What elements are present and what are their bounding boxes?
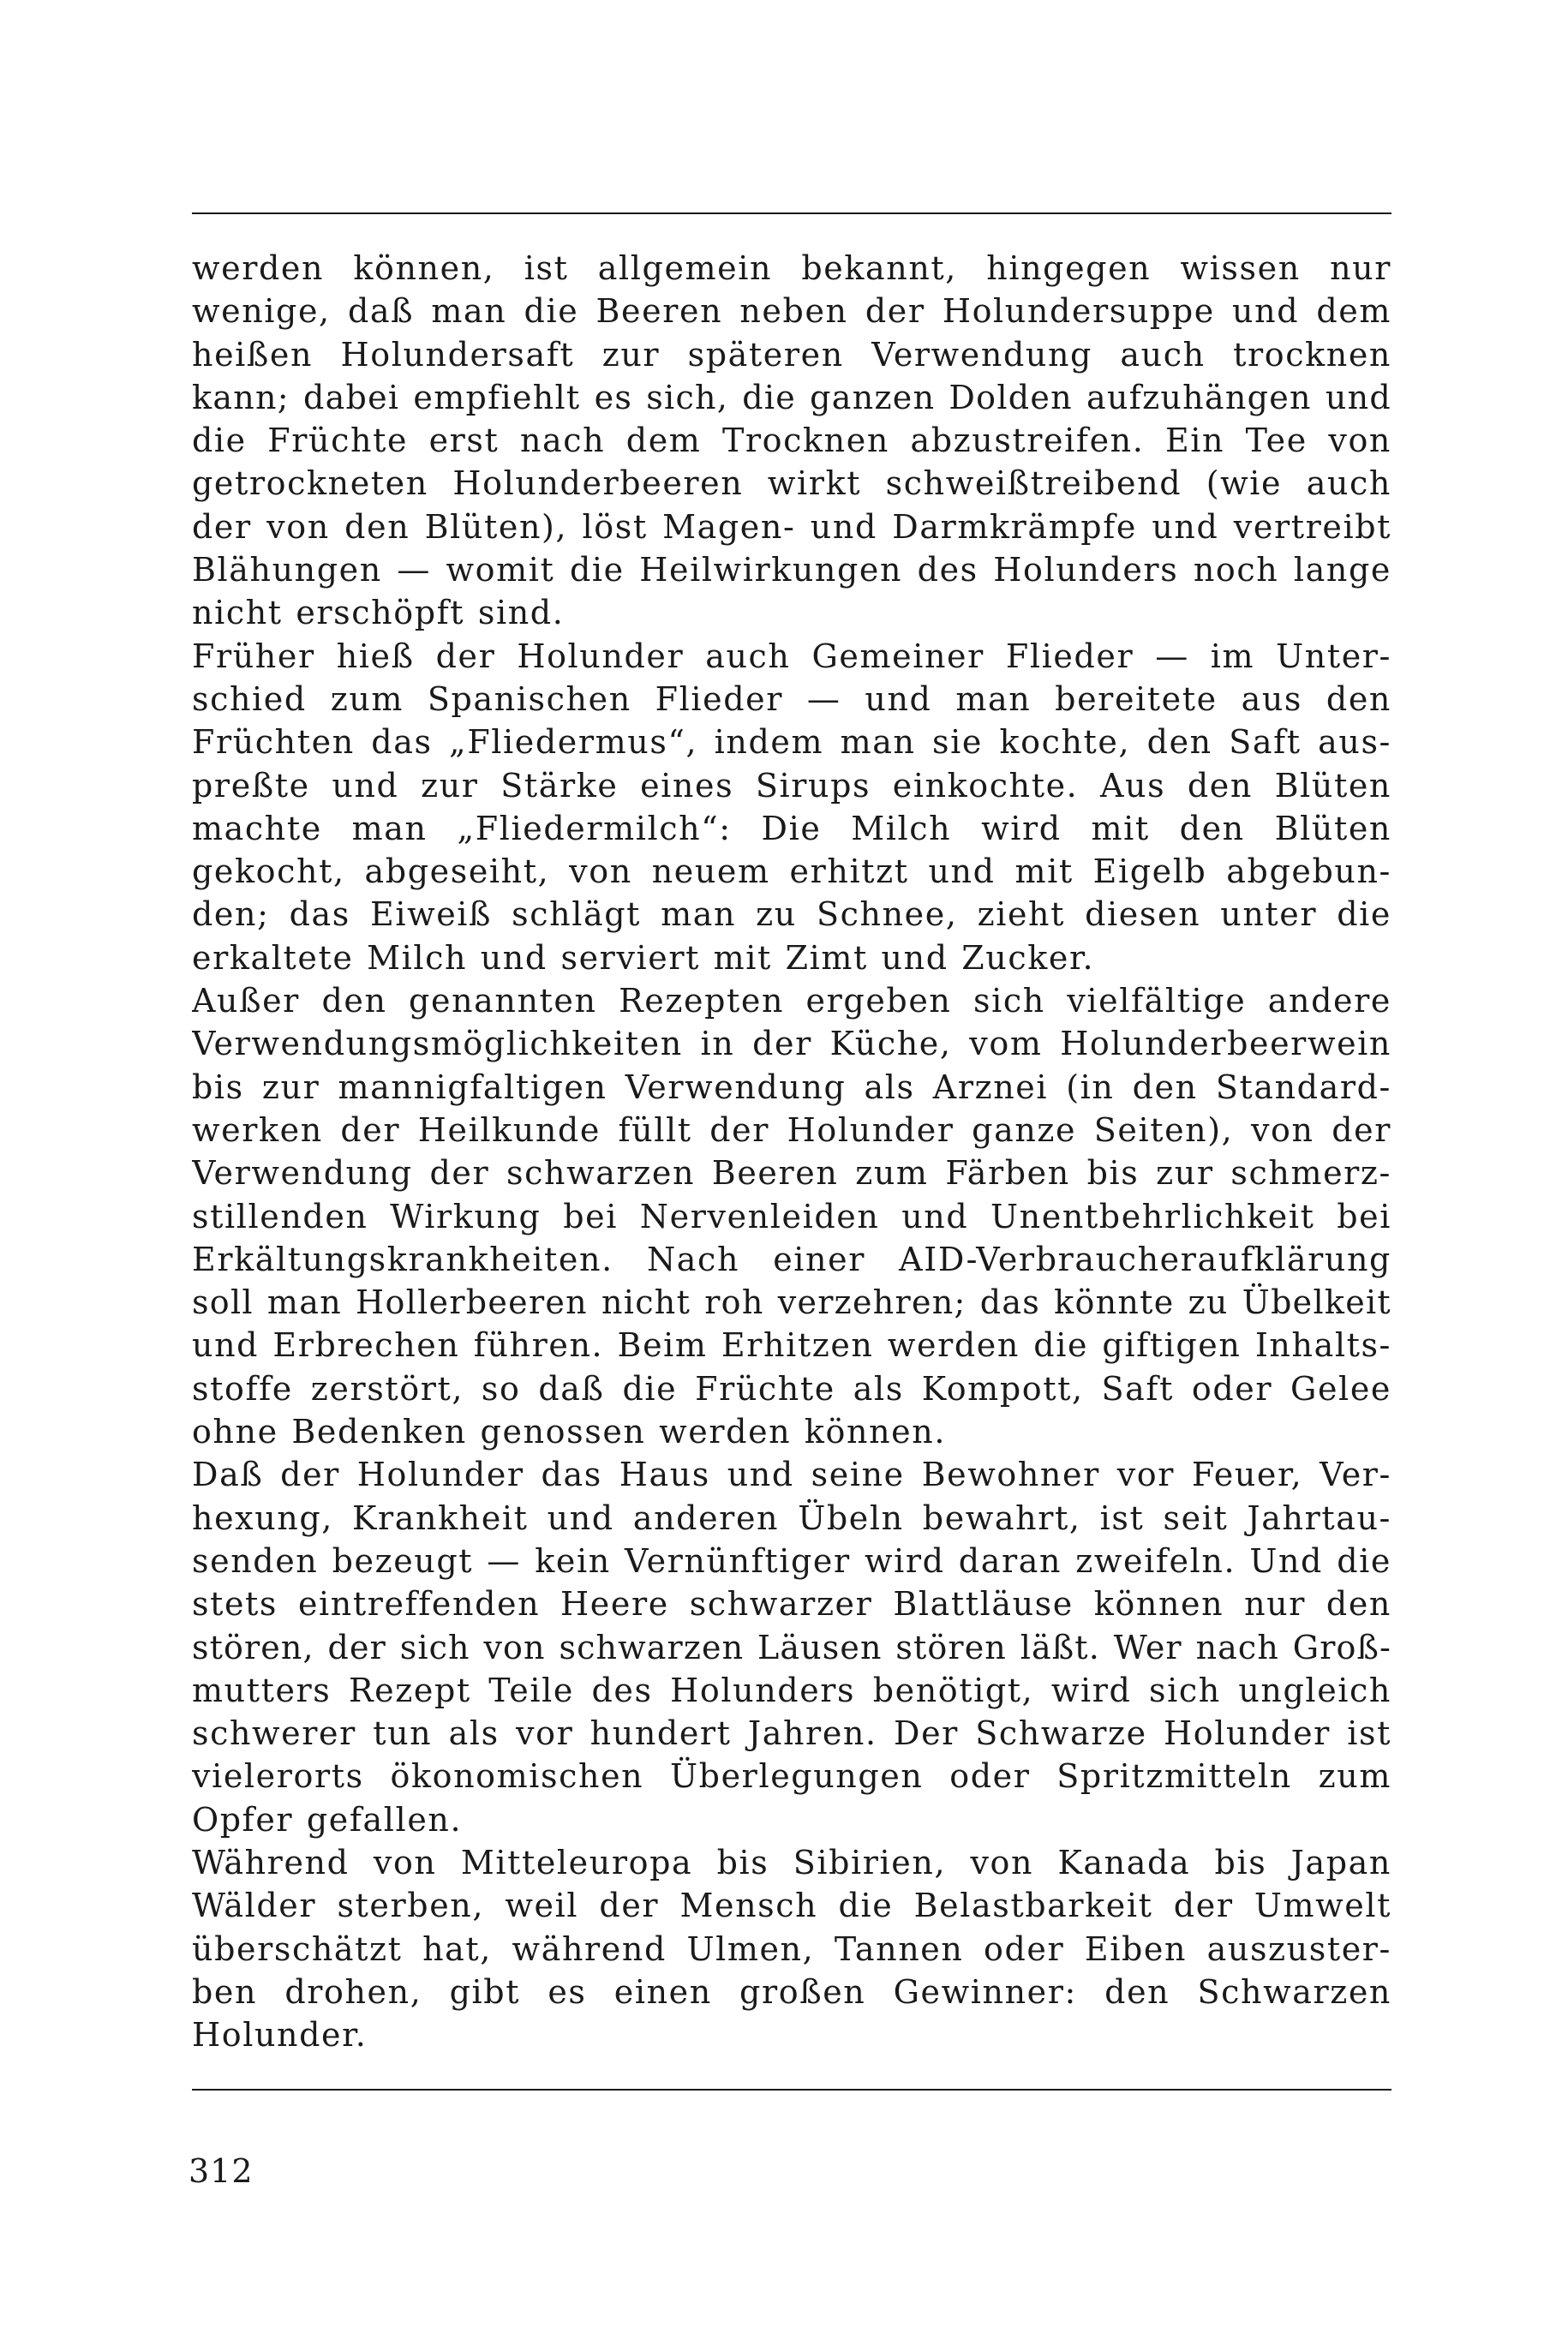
- text-line: ben drohen, gibt es einen großen Gewinner: den Schwarzen: [192, 1972, 1391, 2011]
- text-line: getrockneten Holunderbeeren wirkt schweißtreibend (wie auch: [192, 464, 1391, 503]
- text-line: wenige, daß man die Beeren neben der Holundersuppe und dem: [192, 292, 1391, 331]
- text-line: preßte und zur Stärke eines Sirups einkochte. Aus den Blüten: [192, 766, 1391, 805]
- top-rule: [192, 212, 1391, 214]
- text-line: mutters Rezept Teile des Holunders benötigt, wird sich ungleich: [192, 1671, 1391, 1709]
- text-line: die Früchte erst nach dem Trocknen abzustreifen. Ein Tee von: [192, 422, 1391, 460]
- text-line: machte man „Fliedermilch“: Die Milch wird mit den Blüten: [192, 809, 1391, 847]
- text-line: vielerorts ökonomischen Überlegungen oder Spritzmitteln zum: [192, 1757, 1391, 1796]
- text-line: senden bezeugt — kein Vernünftiger wird daran zweifeln. Und die: [192, 1541, 1391, 1580]
- text-line: bis zur mannigfaltigen Verwendung als Arznei (in den Standard-: [192, 1068, 1391, 1106]
- bottom-rule: [192, 2089, 1391, 2091]
- text-line: nicht erschöpft sind.: [192, 594, 565, 632]
- text-line: stoffe zerstört, so daß die Früchte als Kompott, Saft oder Gelee: [192, 1369, 1391, 1408]
- text-line: der von den Blüten), löst Magen- und Darmkrämpfe und vertreibt: [192, 507, 1391, 546]
- text-line: erkaltete Milch und serviert mit Zimt und Zucker.: [192, 938, 1095, 977]
- text-line: stören, der sich von schwarzen Läusen stören läßt. Wer nach Groß-: [192, 1628, 1391, 1666]
- text-line: Verwendung der schwarzen Beeren zum Färben bis zur schmerz-: [192, 1154, 1391, 1193]
- text-line: schwerer tun als vor hundert Jahren. Der Schwarze Holunder ist: [192, 1714, 1391, 1753]
- text-line: heißen Holundersaft zur späteren Verwendung auch trocknen: [192, 335, 1391, 374]
- body-text: [192, 247, 1391, 2056]
- text-line: Erkältungskrankheiten. Nach einer AID-Verbraucheraufklärung: [192, 1240, 1391, 1278]
- text-line: hexung, Krankheit und anderen Übeln bewahrt, ist seit Jahrtau-: [192, 1498, 1391, 1537]
- text-line: Blähungen — womit die Heilwirkungen des Holunders noch lange: [192, 551, 1391, 589]
- page-number: 312: [189, 2152, 254, 2190]
- text-line: ohne Bedenken genossen werden können.: [192, 1413, 947, 1451]
- text-line: Wälder sterben, weil der Mensch die Belastbarkeit der Umwelt: [192, 1887, 1391, 1925]
- text-line: überschätzt hat, während Ulmen, Tannen oder Eiben auszuster-: [192, 1929, 1391, 1968]
- text-line: Daß der Holunder das Haus und seine Bewohner vor Feuer, Ver-: [192, 1456, 1391, 1494]
- text-line: kann; dabei empfiehlt es sich, die ganzen Dolden aufzuhängen und: [192, 378, 1391, 416]
- text-line: stets eintreffenden Heere schwarzer Blattläuse können nur den: [192, 1585, 1391, 1624]
- text-line: gekocht, abgeseiht, von neuem erhitzt und mit Eigelb abgebun-: [192, 852, 1391, 891]
- text-line: Holunder.: [192, 2016, 368, 2055]
- text-line: Früher hieß der Holunder auch Gemeiner Flieder — im Unter-: [192, 637, 1391, 675]
- text-line: soll man Hollerbeeren nicht roh verzehren; das könnte zu Übelkeit: [192, 1283, 1391, 1322]
- text-line: schied zum Spanischen Flieder — und man bereitete aus den: [192, 679, 1391, 718]
- text-line: und Erbrechen führen. Beim Erhitzen werden die giftigen Inhalts-: [192, 1326, 1391, 1365]
- text-line: Außer den genannten Rezepten ergeben sich vielfältige andere: [192, 982, 1391, 1020]
- text-line: werden können, ist allgemein bekannt, hingegen wissen nur: [192, 249, 1391, 287]
- text-line: stillenden Wirkung bei Nervenleiden und Unentbehrlichkeit bei: [192, 1197, 1391, 1235]
- text-line: den; das Eiweiß schlägt man zu Schnee, zieht diesen unter die: [192, 895, 1391, 934]
- text-line: werken der Heilkunde füllt der Holunder ganze Seiten), von der: [192, 1110, 1391, 1149]
- text-line: Während von Mitteleuropa bis Sibirien, von Kanada bis Japan: [192, 1843, 1391, 1881]
- text-line: Verwendungsmöglichkeiten in der Küche, vom Holunderbeerwein: [192, 1025, 1391, 1063]
- text-line: Früchten das „Fliedermus“, indem man sie kochte, den Saft aus-: [192, 723, 1391, 762]
- text-line: Opfer gefallen.: [192, 1800, 463, 1839]
